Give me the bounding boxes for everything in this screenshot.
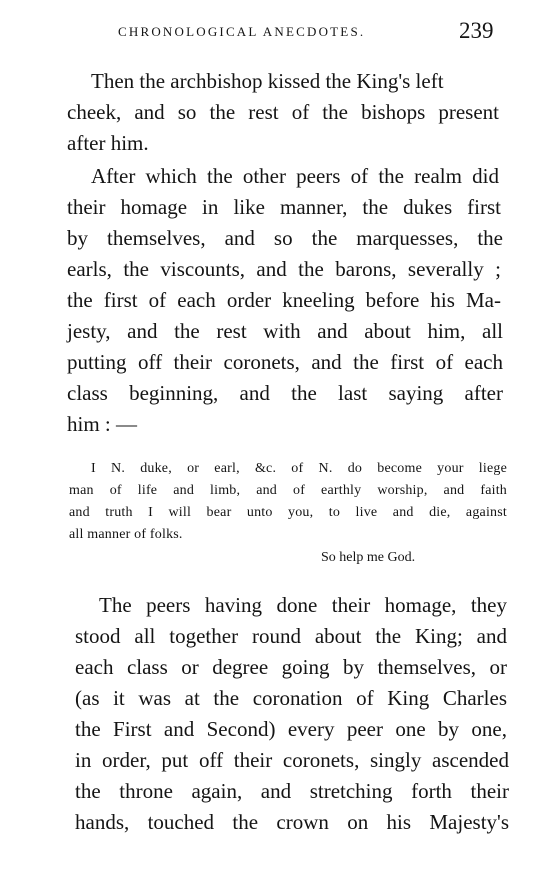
text-line: the first of each order kneeling before his Ma- <box>67 288 501 312</box>
oath-line: all manner of folks. <box>69 527 183 542</box>
text-line: Then the archbishop kissed the King's left <box>91 69 444 93</box>
page-header <box>112 18 512 48</box>
text-line: After which the other peers of the realm did <box>91 164 499 188</box>
oath-line: and truth I will bear unto you, to live and die, against <box>69 505 507 520</box>
page-number: 239 <box>459 18 494 43</box>
text-line: by themselves, and so the marquesses, the <box>67 226 503 250</box>
running-head: CHRONOLOGICAL ANECDOTES. <box>118 24 366 39</box>
text-line: in order, put off their coronets, singly ascended <box>75 748 509 772</box>
text-line: (as it was at the coronation of King Charles <box>75 686 507 710</box>
text-line: earls, the viscounts, and the barons, severally ; <box>67 257 501 281</box>
text-line: cheek, and so the rest of the bishops present <box>67 100 499 124</box>
text-line: hands, touched the crown on his Majesty's <box>75 810 509 834</box>
text-line: their homage in like manner, the dukes first <box>67 195 501 219</box>
text-line: after him. <box>67 131 149 155</box>
text-line: each class or degree going by themselves, or <box>75 655 507 679</box>
text-line: The peers having done their homage, they <box>99 593 507 617</box>
oath-line: man of life and limb, and of earthly worship, and faith <box>69 483 507 498</box>
text-line: stood all together round about the King; and <box>75 624 507 648</box>
text-line: the First and Second) every peer one by one, <box>75 717 507 741</box>
text-line: the throne again, and stretching forth their <box>75 779 509 803</box>
oath-line: I N. duke, or earl, &c. of N. do become your liege <box>91 461 507 476</box>
text-line: jesty, and the rest with and about him, all <box>67 319 503 343</box>
text-line: him : — <box>67 412 138 436</box>
oath-closing: So help me God. <box>321 550 416 565</box>
text-line: class beginning, and the last saying after <box>67 381 503 405</box>
text-line: putting off their coronets, and the first of each <box>67 350 503 374</box>
